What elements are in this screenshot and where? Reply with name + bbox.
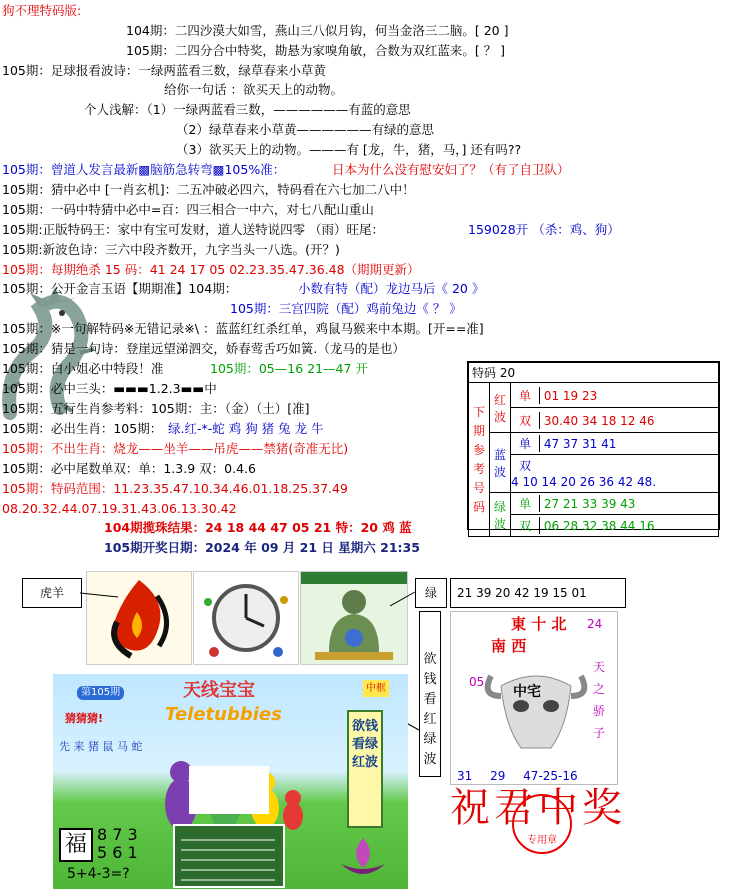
nums: 06 28 32 38 44 16 (543, 519, 655, 533)
line-r3: 105期：一码中特猜中必中=百：四三相合一中六，对七八配山重山 (2, 202, 374, 217)
teletubbies-title: 天线宝宝 (183, 680, 255, 701)
table-row (511, 493, 719, 515)
line-r17: 105期：特码范围：11.23.35.47.10.34.46.01.18.25.37.49 (2, 481, 348, 496)
wave-blue: 蓝波 (490, 433, 511, 493)
fu-character: 福 (59, 828, 93, 862)
callout-tiger-sheep: 虎羊 (22, 578, 82, 608)
left-words: 先 来 猪 鼠 马 蛇 (59, 740, 143, 753)
line-r4b: 159028开 （杀：鸡、狗） (468, 222, 620, 237)
callout-green: 绿 (415, 578, 447, 608)
page-title: 狗不理特码版: (2, 3, 82, 18)
nums: 47 37 31 41 (543, 437, 617, 451)
nums-right: 8 7 3 5 6 1 (97, 825, 138, 862)
give-line: 给你一句话 ：欲买天上的动物。 (164, 82, 343, 97)
lotus-icon (333, 834, 393, 886)
line-105b: 105期：足球报看波诗：一绿两蓝看三数，绿草春来小草黄 (2, 63, 326, 78)
line-r8: 105期：三宫四院（配）鸡前兔边《 ？ 》 (230, 301, 462, 316)
line-r1a: 105期：曾道人发言最新▩脑筋急转弯▩105%准： (2, 162, 286, 177)
info-board (173, 824, 285, 888)
skull-05: 05 (469, 675, 485, 689)
table-row (511, 455, 719, 493)
table-row (511, 408, 719, 433)
skull-top: 東 十 北 (511, 615, 567, 633)
nums: 01 19 23 (543, 388, 598, 403)
wave-green: 绿波 (490, 493, 511, 537)
line-r7a: 105期：公开金言玉语【期期准】104期： (2, 281, 238, 296)
table-header: 特码 20 (469, 363, 719, 383)
line-r15: 105期：不出生肖：烧龙——坐羊——吊虎——禁猪(奇准无比) (2, 441, 349, 456)
kind-label: 单 (511, 495, 540, 512)
line-r14b: 绿.红-*-蛇 鸡 狗 猪 兔 龙 牛 (168, 421, 324, 436)
nums: 30.40 34 18 12 46 (543, 413, 655, 428)
equation: 5+4-3=? (67, 866, 130, 882)
kind-label: 双 (511, 412, 540, 429)
skull-icon (481, 656, 591, 766)
special-code-table (467, 361, 720, 533)
teletubbies-en: Teletubbies (165, 704, 282, 725)
line-r9: 105期：※一句解特码※无错记录※\ ：蓝蓝红红杀红单，鸡鼠马猴来中本期。[开==准] (2, 321, 484, 336)
issue-badge: 第105期 (77, 686, 124, 700)
table-side-label: 下期参考号码 (469, 383, 490, 537)
table-row (511, 433, 719, 455)
white-box (189, 766, 269, 814)
skull-mid: 南 西 (491, 637, 527, 655)
skull-center: 中宅 (513, 684, 541, 700)
skull-image (450, 611, 618, 785)
callout-numbers: 21 39 20 42 19 15 01 (450, 578, 626, 608)
line-r4a: 105期:正版特码王：家中有宝可发财，道人送特说四零 （雨）旺尾： (2, 222, 385, 237)
draw-date-line: 105期开奖日期：2024 年 09 月 21 日 星期六 21:35 (104, 540, 420, 555)
line-r13: 105期：五行生肖参考料：105期：主：（金）（土）[准] (2, 401, 310, 416)
bottom-label: 猜猜猜! (65, 712, 104, 725)
clock-image (193, 571, 299, 665)
line-r11a: 105期：白小姐必中特段！准 (2, 361, 164, 376)
buddha-icon (301, 572, 407, 664)
line-r12: 105期：必中三头：▬▬▬1.2.3▬▬中 (2, 381, 217, 396)
line-r11b: 105期：05—16 21—47 开 (210, 361, 368, 376)
table-row (511, 383, 719, 408)
kind-label: 单 (511, 387, 540, 404)
personal-2: （2）绿草春来小草黄——————有绿的意思 (176, 122, 434, 137)
result-line: 104期揽珠结果：24 18 44 47 05 21 特：20 鸡 蓝 (104, 520, 412, 535)
nums: 4 10 14 20 26 36 42 48. (511, 474, 657, 489)
stamp-seal (512, 794, 572, 854)
clock-icon (194, 572, 298, 664)
line-r5: 105期:新波色诗：三六中段齐数开，九字当头一八选。(开？) (2, 242, 340, 257)
line-105a: 105期：二四分合中特奖，勘悬为家嗅角敏，合数为双红蓝来。[ ？ ] (126, 43, 506, 58)
vertical-panel: 欲钱看绿红波 (347, 710, 383, 828)
line-r14a: 105期：必出生肖：105期： (2, 421, 163, 436)
nums: 27 21 33 39 43 (543, 497, 636, 511)
line-r1b: 日本为什么没有慰安妇了？（有了自卫队） (332, 162, 570, 177)
line-r2: 105期：猜中必中 [一肖玄机]：二五冲破必四六，特码看在六七加二八中！ (2, 182, 415, 197)
stamp-text: 专用章 (527, 835, 557, 846)
personal-3: （3）欲买天上的动物。———有 [龙，牛，猪，马，] 还有吗?? (176, 142, 522, 157)
callout-vertical: 欲钱看红绿波 (419, 611, 441, 777)
congrats-text: 祝君中奖 (450, 785, 626, 831)
wave-red: 红波 (490, 383, 511, 433)
kind-label: 双 (518, 458, 531, 473)
line-r18: 08.20.32.44.07.19.31.43.06.13.30.42 (2, 501, 237, 516)
callout-arrow (80, 585, 120, 605)
line-104: 104期：二四沙漠大如雪，燕山三八似月钩，何当金洛三二脑。[ 20 ] (126, 23, 509, 38)
table-row (511, 515, 719, 537)
corner-zhong: 中框 (363, 680, 389, 697)
line-r6: 105期：每期绝杀 15 码：41 24 17 05 02.23.35.47.36.48（期期更新） (2, 262, 420, 277)
skull-bottom: 31 29 47-25-16 (457, 769, 578, 783)
line-r7b: 小数有特（配）龙边马后《 20 》 (298, 281, 485, 296)
line-r16: 105期：必中尾数单双：单：1.3.9 双：0.4.6 (2, 461, 256, 476)
buddha-image (300, 571, 408, 665)
line-r10: 105期：猜是一句诗：登崖远望涕泗交，娇春莺舌巧如簧.（龙马的是也） (2, 341, 405, 356)
skull-24: 24 (587, 617, 603, 631)
teletubbies-poster (53, 674, 408, 889)
info-lines (175, 826, 283, 886)
kind-label: 双 (511, 517, 540, 534)
skull-right: 天之骄子 (593, 660, 606, 740)
callout-arrow (390, 590, 416, 610)
kind-label: 单 (511, 435, 540, 452)
personal-line: 个人浅解：（1）一绿两蓝看三数，——————有蓝的意思 (84, 102, 411, 117)
